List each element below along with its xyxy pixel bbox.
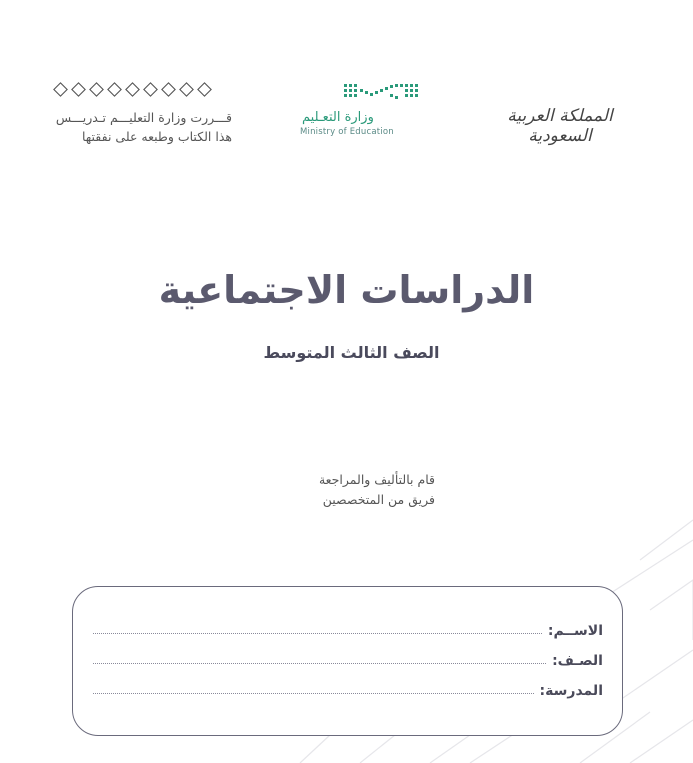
diamond-icon (142, 81, 159, 98)
moe-name-arabic: وزارة التعـليم (302, 110, 374, 125)
class-field[interactable] (93, 647, 603, 669)
diamond-icon (124, 81, 141, 98)
school-field[interactable] (93, 677, 603, 699)
class-line[interactable] (93, 663, 546, 664)
school-label: المدرسة: (539, 683, 603, 699)
credits (265, 470, 435, 510)
book-title: الدراسات الاجتماعية (158, 268, 535, 312)
diamond-icon (178, 81, 195, 98)
class-label: الصـف: (552, 653, 603, 669)
diamond-icon (70, 81, 87, 98)
book-grade: الصف الثالث المتوسط (263, 343, 440, 362)
diamond-icon (196, 81, 213, 98)
name-line[interactable] (93, 633, 542, 634)
school-line[interactable] (93, 693, 534, 694)
name-field[interactable] (93, 617, 603, 639)
credit-line-1: قام بالتأليف والمراجعة (318, 472, 435, 487)
diamond-icon (106, 81, 123, 98)
decree-line-1: قـــررت وزارة التعليـــم تـدريـــس (55, 110, 232, 125)
moe-emblem-icon (342, 80, 432, 104)
header (0, 78, 693, 158)
diamond-icon (52, 81, 69, 98)
student-info-box (72, 586, 623, 736)
ministry-of-education-logo (300, 80, 410, 137)
credit-line-2: فريق من المتخصصين (322, 492, 435, 507)
ministry-decree (52, 78, 232, 146)
moe-name-english: Ministry of Education (300, 127, 394, 137)
serial-diamonds (52, 78, 232, 100)
kingdom-calligraphy-logo: المملكة العربية السعودية (507, 106, 613, 146)
diamond-icon (88, 81, 105, 98)
decree-line-2: هذا الكتاب وطبعه على نفقتها (81, 129, 232, 144)
name-label: الاســم: (547, 623, 603, 639)
diamond-icon (160, 81, 177, 98)
